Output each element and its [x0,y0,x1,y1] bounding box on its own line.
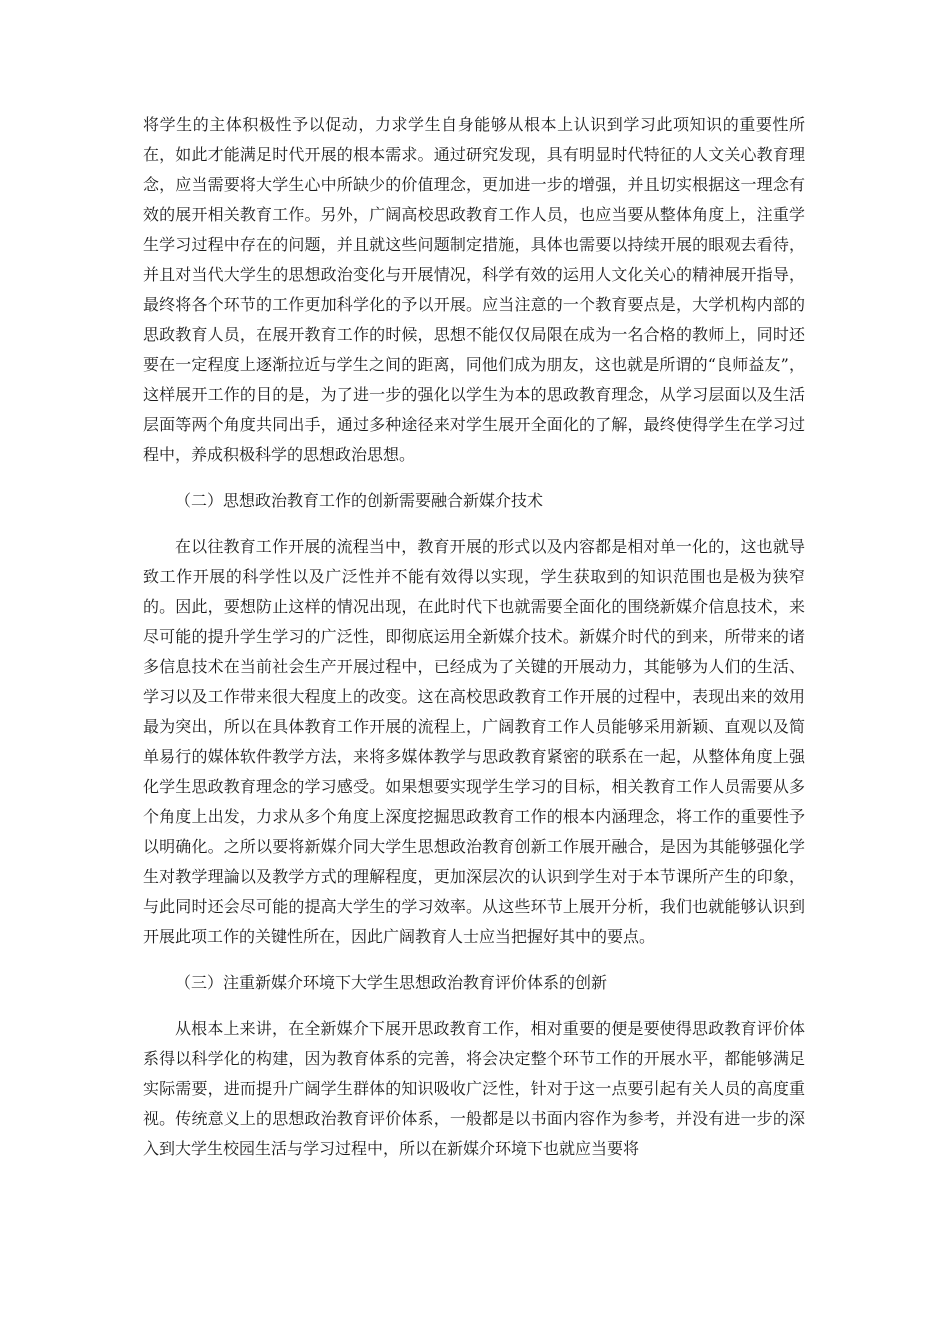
paragraph-continuation: 将学生的主体积极性予以促动，力求学生自身能够从根本上认识到学习此项知识的重要性所在，如此才能满足时代开展的根本需求。通过研究发现，具有明显时代特征的人文关心教育理念，应当需要将大学生心中所缺少的价值理念，更加进一步的增强，并且切实根据这一理念有效的展开相关教育工作。另外，广阔高校思政教育工作人员，也应当要从整体角度上，注重学生学习过程中存在的问题，并且就这些问题制定措施，具体也需要以持续开展的眼观去看待，并且对当代大学生的思想政治变化与开展情况，科学有效的运用人文化关心的精神展开指导，最终将各个环节的工作更加科学化的予以开展。应当注意的一个教育要点是，大学机构内部的思政教育人员，在展开教育工作的时候，思想不能仅仅局限在成为一名合格的教师上，同时还要在一定程度上逐渐拉近与学生之间的距离，同他们成为朋友，这也就是所谓的“良师益友”，这样展开工作的目的是，为了进一步的强化以学生为本的思政教育理念，从学习层面以及生活层面等两个角度共同出手，通过多种途径来对学生展开全面化的了解，最终使得学生在学习过程中，养成积极科学的思想政治思想。 [143,115,805,464]
paragraph-evaluation: 从根本上来讲，在全新媒介下展开思政教育工作，相对重要的便是要使得思政教育评价体系得以科学化的构建，因为教育体系的完善，将会决定整个环节工作的开展水平，都能够满足实际需要，进而提升广阔学生群体的知识吸收广泛性，针对于这一点要引起有关人员的高度重视。传统意义上的思想政治教育评价体系，一般都是以书面内容作为参考，并没有进一步的深入到大学生校园生活与学习过程中，所以在新媒介环境下也就应当要将 [143,1019,805,1158]
document-body [143,110,805,1180]
section-heading-3: （三）注重新媒介环境下大学生思想政治教育评价体系的创新 [175,973,608,992]
paragraph-new-media: 在以往教育工作开展的流程当中，教育开展的形式以及内容都是相对单一化的，这也就导致工作开展的科学性以及广泛性并不能有效得以实现，学生获取到的知识范围也是极为狭窄的。因此，要想防止这样的情况出现，在此时代下也就需要全面化的围绕新媒介信息技术，来尽可能的提升学生学习的广泛性，即彻底运用全新媒介技术。新媒介时代的到来，所带来的诸多信息技术在当前社会生产开展过程中，已经成为了关键的开展动力，其能够为人们的生活、学习以及工作带来很大程度上的改变。这在高校思政教育工作开展的过程中，表现出来的效用最为突出，所以在具体教育工作开展的流程上，广阔教育工作人员能够采用新颖、直观以及简单易行的媒体软件教学方法，来将多媒体教学与思政教育紧密的联系在一起，从整体角度上强化学生思政教育理念的学习感受。如果想要实现学生学习的目标，相关教育工作人员需要从多个角度上出发，力求从多个角度上深度挖掘思政教育工作的根本内涵理念，将工作的重要性予以明确化。之所以要将新媒介同大学生思想政治教育创新工作展开融合，是因为其能够强化学生对教学理論以及教学方式的理解程度，更加深层次的认识到学生对于本节课所产生的印象，与此同时还会尽可能的提高大学生的学习效率。从这些环节上展开分析，我们也就能够认识到开展此项工作的关键性所在，因此广阔教育人士应当把握好其中的要点。 [143,537,805,946]
section-heading-2: （二）思想政治教育工作的创新需要融合新媒介技术 [175,491,544,510]
